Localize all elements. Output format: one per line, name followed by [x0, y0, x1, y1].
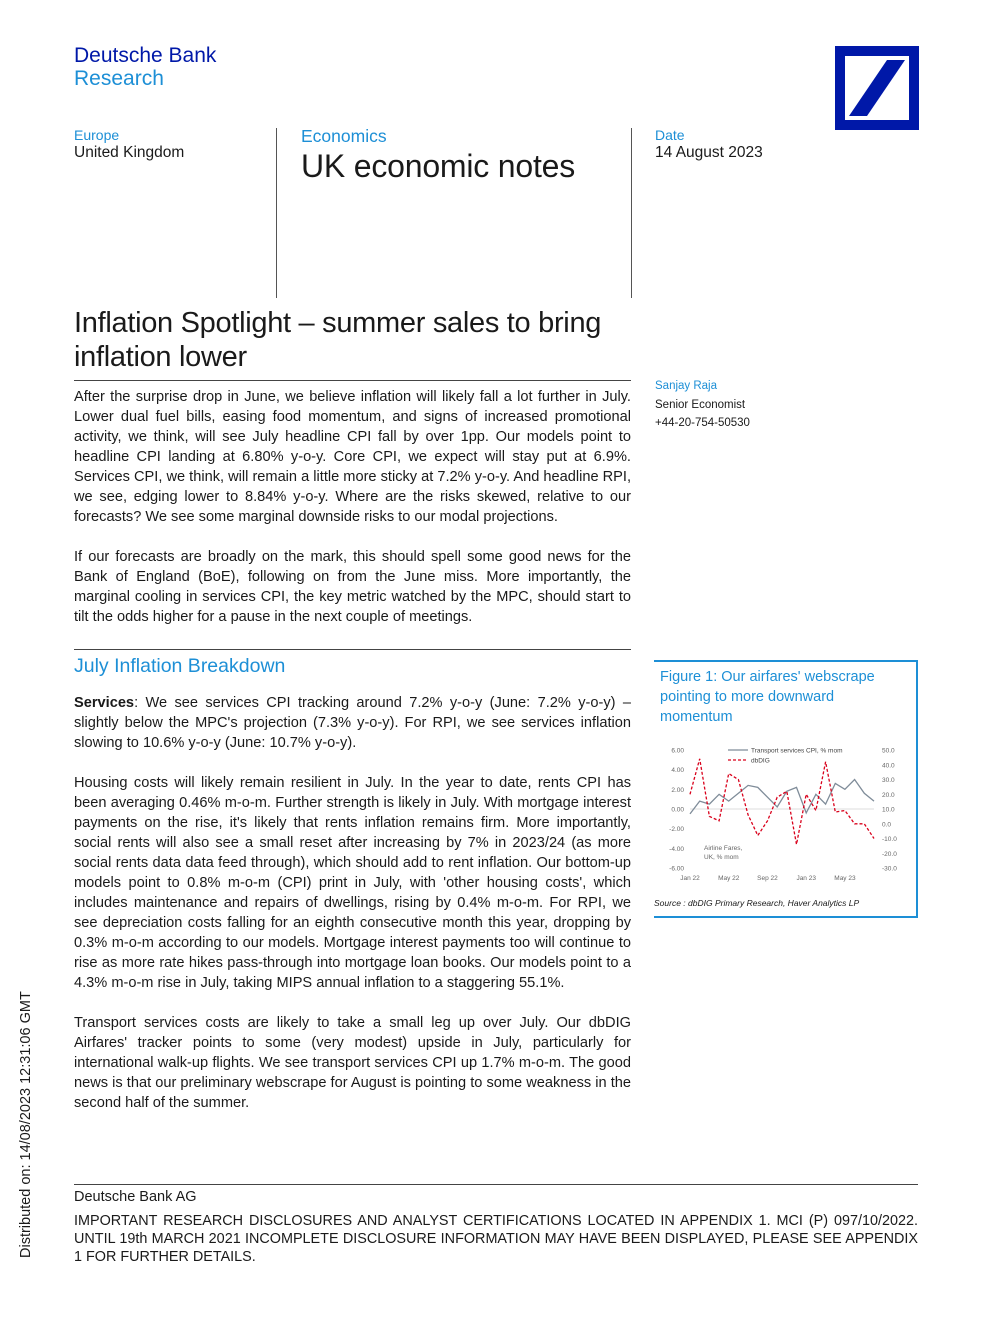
services-text: : We see services CPI tracking around 7.2% y-o-y (June: 7.2% y-o-y) – slightly below the MPC's projection (7.3% y-o-y). For RPI, we see services inflation slowing to 10.6% y-o-y (June: 10.7% y-o-y). — [74, 695, 631, 751]
right-tick-label: -20.0 — [882, 850, 897, 858]
airfares-chart — [656, 738, 916, 888]
author-role: Senior Economist — [655, 399, 746, 411]
chart-annotation: UK, % mom — [704, 854, 739, 861]
date-label: Date — [655, 127, 685, 143]
right-tick-label: 20.0 — [882, 791, 895, 799]
right-tick-label: -30.0 — [882, 865, 897, 873]
distributed-stamp: Distributed on: 14/08/2023 12:31:06 GMT — [18, 991, 34, 1258]
footer-rule — [74, 1184, 918, 1185]
left-tick-label: 2.00 — [671, 786, 684, 794]
right-tick-label: 50.0 — [882, 747, 895, 755]
left-tick-label: 6.00 — [671, 747, 684, 755]
legend-entry: Transport services CPI, % mom — [751, 747, 843, 755]
left-tick-label: -2.00 — [669, 826, 684, 834]
section-paragraph: Housing costs will likely remain resilient in July. In the year to date, rents CPI has been averaging 0.46% m-o-m. Further strength is likely in July. With mortgage interest payments on the rise, it's likely that rents inflation remains firm. More importantly, social rents will also see a small reset after increasing by 7% in 2023/24 (as more social rents data data feed through), which should add to rent inflation. Our bottom-up models point to 0.8% m-o-m (CPI) print in July, with 'other housing costs', which includes maintenance and repairs of dwellings, rising by 0.4% m-o-m. For RPI, we see depreciation costs falling for an eighth consecutive month this year, dropping by 0.3% m-o-m according to our models. Mortgage interest payments too will continue to rise as more rate hikes pass-through into mortgage loan books. Our models point to a 4.3% m-o-m rise in July, taking MIPS annual inflation to a staggering 55.1%. — [74, 775, 631, 991]
right-tick-label: -10.0 — [882, 836, 897, 843]
footer-disclosure: IMPORTANT RESEARCH DISCLOSURES AND ANALYST CERTIFICATIONS LOCATED IN APPENDIX 1. MCI (P) 097/10/2022. UNTIL 19th MARCH 2021 INCOMPLETE DISCLOSURE INFORMATION MAY HAVE BEEN DISPLAYED, PLEASE SEE APPENDIX 1 FOR FURTHER DETAILS. — [74, 1213, 918, 1265]
left-tick-label: 4.00 — [671, 767, 684, 775]
headline-rule — [74, 380, 631, 381]
series-line-dbdig — [690, 759, 874, 845]
header-divider-left — [276, 128, 277, 298]
services-paragraph — [74, 693, 631, 753]
right-tick-label: 10.0 — [882, 806, 895, 814]
left-tick-label: -4.00 — [669, 845, 684, 853]
region-value: United Kingdom — [74, 144, 185, 161]
section-paragraph: Transport services costs are likely to take a small leg up over July. Our dbDIG Airfares' tracker points to some (very modest) upside in July, particularly for international walk-up flights. We see transport services CPI up 1.7% m-o-m. The good news is that our preliminary webscrape for August is pointing to some weakness in the second half of the summer. — [74, 1015, 631, 1111]
section-title: July Inflation Breakdown — [74, 655, 286, 677]
figure-title: Figure 1: Our airfares' webscrape pointing to more downward momentum — [660, 669, 875, 725]
date-value: 14 August 2023 — [655, 144, 763, 161]
chart-annotation: Airline Fares, — [704, 845, 743, 852]
x-tick-label: May 22 — [718, 875, 740, 882]
author-name[interactable]: Sanjay Raja — [655, 380, 718, 392]
right-tick-label: 30.0 — [882, 777, 895, 784]
left-tick-label: -6.00 — [669, 865, 684, 873]
section-body — [74, 693, 631, 1133]
x-tick-label: Jan 22 — [680, 875, 700, 882]
brand-subtitle: Research — [74, 67, 164, 90]
category-label: Economics — [301, 126, 387, 146]
brand-name: Deutsche Bank — [74, 44, 217, 67]
x-tick-label: Sep 22 — [757, 875, 778, 882]
headline: Inflation Spotlight – summer sales to bring inflation lower — [74, 307, 602, 373]
left-tick-label: 0.00 — [671, 806, 684, 814]
section-rule — [74, 649, 631, 650]
intro-paragraph: If our forecasts are broadly on the mark, this should spell some good news for the Bank of England (BoE), following on from the June miss. More importantly, the marginal cooling in services CPI, the key metric watched by the MPC, should start to tilt the odds higher for a pause in the next couple of meetings. — [74, 549, 631, 625]
right-tick-label: 40.0 — [882, 762, 895, 770]
intro-text — [74, 387, 631, 647]
deutsche-bank-logo — [835, 46, 919, 130]
footer-company: Deutsche Bank AG — [74, 1189, 197, 1205]
legend-entry: dbDIG — [751, 757, 770, 765]
author-phone: +44-20-754-50530 — [655, 417, 750, 429]
right-tick-label: 0.0 — [882, 821, 892, 829]
document-title: UK economic notes — [301, 148, 576, 184]
x-tick-label: Jan 23 — [796, 875, 816, 882]
intro-paragraph: After the surprise drop in June, we believe inflation will likely fall a lot further in July. Lower dual fuel bills, easing food momentum, and signs of increased promotional activity, we think, will see July headline CPI fall by over 1pp. Our models point to headline CPI landing at 6.80% y-o-y. Core CPI, we expect will stay put at 6.9%. Services CPI, we think, will remain a little more sticky at 7.2% y-o-y. And headline RPI, we see, edging lower to 8.84% y-o-y. Where are the risks skewed, relative to our forecasts? We see some marginal downside risks to our modal projections. — [74, 389, 631, 525]
services-lead: Services — [74, 695, 135, 711]
region-label: Europe — [74, 127, 120, 143]
x-tick-label: May 23 — [834, 875, 856, 882]
figure-source: Source : dbDIG Primary Research, Haver Analytics LP — [654, 898, 860, 908]
header-divider-right — [631, 128, 632, 298]
